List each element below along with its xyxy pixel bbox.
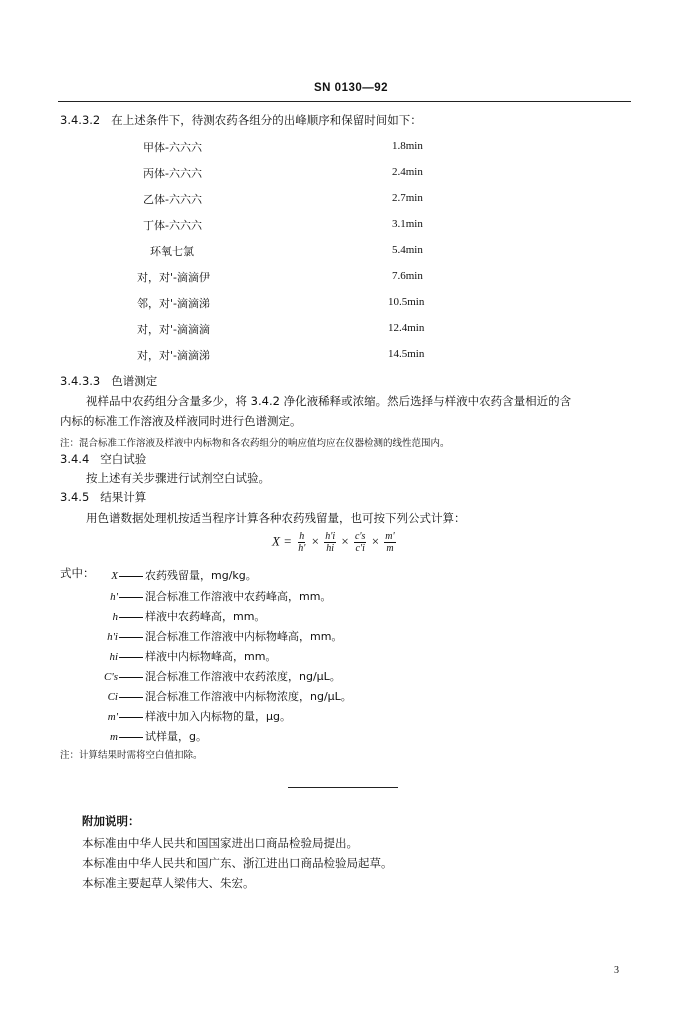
- page-number: 3: [614, 965, 619, 976]
- table-row-time: 10.5min: [388, 296, 425, 308]
- table-row-time: 3.1min: [392, 218, 423, 230]
- table-row-time: 1.8min: [392, 140, 423, 152]
- section-3433-line2: 内标的标准工作溶液及样液同时进行色谱测定。: [60, 414, 302, 428]
- section-344-text: 按上述有关步骤进行试剂空白试验。: [86, 471, 270, 485]
- result-note: 注：计算结果时需将空白值扣除。: [60, 750, 203, 761]
- where-label: 式中：: [60, 566, 95, 580]
- section-divider: [288, 787, 398, 788]
- section-3432: [60, 115, 422, 127]
- table-row-time: 2.4min: [392, 166, 423, 178]
- table-row-compound: 丙体-六六六: [143, 167, 202, 180]
- section-344-title: 空白试验: [100, 452, 147, 466]
- formula-times: ×: [311, 533, 319, 549]
- formula-times: ×: [371, 533, 380, 549]
- section-344-number: 3.4.4: [60, 452, 90, 466]
- definition-item: h 样液中农药峰高，mm。: [112, 610, 266, 623]
- table-row-time: 2.7min: [392, 192, 423, 204]
- section-345-text: 用色谱数据处理机按适当程序计算各种农药残留量，也可按下列公式计算：: [86, 511, 466, 525]
- table-row-time: 12.4min: [388, 322, 425, 334]
- definition-item: X 农药残留量，mg/kg。: [111, 569, 257, 582]
- header-rule: [58, 101, 631, 102]
- table-row-time: 5.4min: [392, 244, 423, 256]
- definition-item: h'i 混合标准工作溶液中内标物峰高，mm。: [107, 630, 343, 643]
- table-row-compound: 对，对'-滴滴滴: [137, 323, 210, 336]
- definition-item: hi 样液中内标物峰高，mm。: [109, 650, 277, 663]
- result-formula: [272, 531, 398, 554]
- definition-item: C's 混合标准工作溶液中农药浓度，ng/μL。: [104, 670, 341, 683]
- section-345-title: 结果计算: [100, 490, 147, 504]
- formula-times: ×: [341, 533, 349, 549]
- section-3433-line1: 视样品中农药组分含量多少，将 3.4.2 净化液稀释或浓缩。然后选择与样液中农药含量相近的含: [86, 394, 572, 408]
- section-3433-title: 色谱测定: [111, 374, 158, 388]
- section-3433-note: 注：混合标准工作溶液及样液中内标物和各农药组分的响应值均应在仪器检测的线性范围内。: [60, 438, 450, 449]
- table-row-time: 7.6min: [392, 270, 423, 282]
- formula-fraction-1: $\frac{h}{h'}$: [298, 531, 306, 554]
- table-row-compound: 邻，对'-滴滴涕: [137, 297, 210, 310]
- section-3432-number: 3.4.3.2: [60, 113, 101, 127]
- appendix-title: 附加说明：: [82, 814, 140, 828]
- formula-lhs: X =: [272, 533, 292, 549]
- section-344-heading: [60, 454, 146, 466]
- definition-item: h' 混合标准工作溶液中农药峰高，mm。: [110, 590, 332, 603]
- section-3433-heading: [60, 376, 157, 388]
- table-row-compound: 对，对'-滴滴伊: [137, 271, 210, 284]
- table-row-compound: 甲体-六六六: [143, 141, 202, 154]
- section-345-heading: [60, 492, 146, 504]
- appendix-line: 本标准主要起草人梁伟大、朱宏。: [82, 876, 255, 890]
- table-row-compound: 丁体-六六六: [143, 219, 202, 232]
- table-row-compound: 环氧七氯: [150, 245, 194, 258]
- definition-item: Ci 混合标准工作溶液中内标物浓度，ng/μL。: [107, 690, 352, 703]
- table-row-time: 14.5min: [388, 348, 425, 360]
- definition-item: m 试样量，g。: [110, 730, 207, 743]
- appendix-line: 本标准由中华人民共和国广东、浙江进出口商品检验局起草。: [82, 856, 393, 870]
- standard-code: SN 0130—92: [314, 82, 389, 94]
- table-row-compound: 乙体-六六六: [143, 193, 202, 206]
- section-345-number: 3.4.5: [60, 490, 90, 504]
- formula-fraction-2: $\frac{h'i}{hi}$: [325, 531, 336, 554]
- section-3433-number: 3.4.3.3: [60, 374, 101, 388]
- formula-fraction-4: $\frac{m'}{m}$: [385, 531, 395, 554]
- table-row-compound: 对，对'-滴滴涕: [137, 349, 210, 362]
- section-3432-text: 在上述条件下，待测农药各组分的出峰顺序和保留时间如下：: [111, 113, 422, 127]
- definition-item: m' 样液中加入内标物的量，μg。: [107, 710, 291, 723]
- appendix-line: 本标准由中华人民共和国国家进出口商品检验局提出。: [82, 836, 358, 850]
- formula-fraction-3: $\frac{c's}{c'i}$: [354, 531, 366, 554]
